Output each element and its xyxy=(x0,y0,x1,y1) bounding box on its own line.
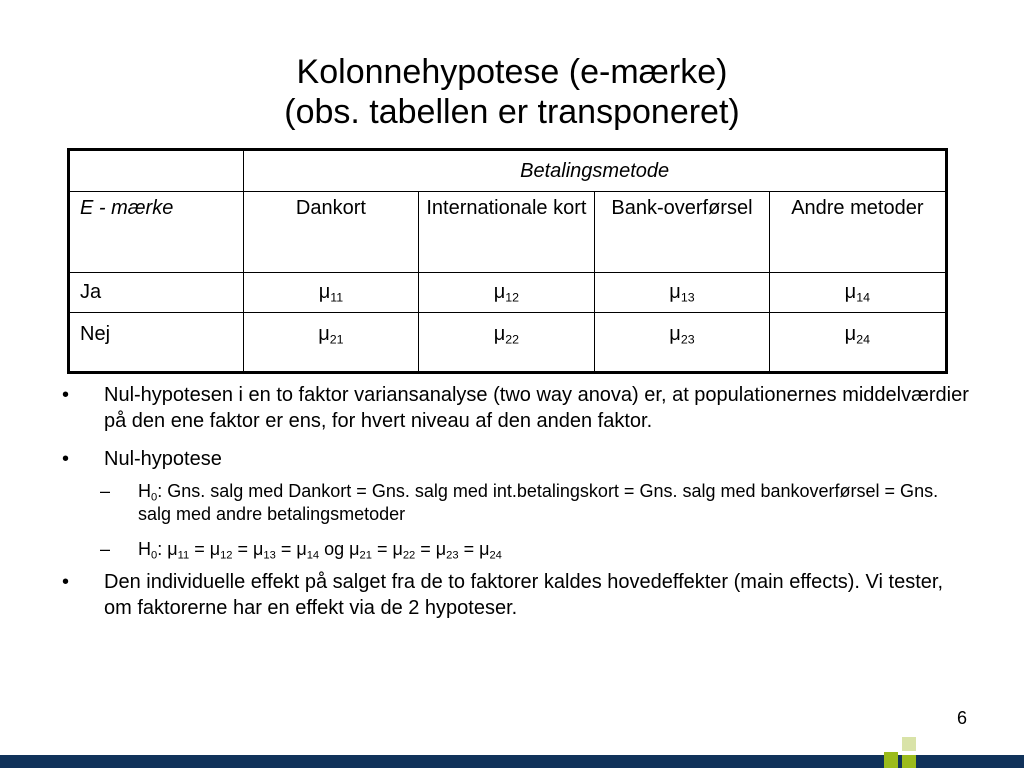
page-number: 6 xyxy=(956,708,967,728)
bullet-item xyxy=(62,382,972,434)
mean-cell: $\mu_{11}$ xyxy=(244,273,418,313)
slide-title-line1: Kolonnehypotese (e-mærke) xyxy=(296,53,728,91)
table-row xyxy=(69,313,947,373)
mean-cell: $\mu_{13}$ xyxy=(595,273,769,313)
mean-cell: $\mu_{14}$ xyxy=(769,273,946,313)
column-header-cell: Internationale kort xyxy=(418,192,595,273)
empty-corner-cell xyxy=(69,150,244,192)
bullet-list xyxy=(62,382,972,621)
column-header-cell: Dankort xyxy=(244,192,418,273)
slide-title xyxy=(0,52,1024,132)
bullet-marker: • xyxy=(62,384,70,406)
bullet-text: Nul-hypotese xyxy=(104,448,222,470)
sub-bullet-marker: – xyxy=(100,481,111,501)
mean-cell: $\mu_{22}$ xyxy=(418,313,595,373)
table-row xyxy=(69,192,947,273)
column-header-cell: Bank-overførsel xyxy=(595,192,769,273)
sub-bullet-text: : Gns. salg med Dankort = Gns. salg med int.betalingskort = Gns. salg med bankoverførsel = Gns. salg med andre betalingsmetoder xyxy=(138,481,939,524)
footer-bar xyxy=(0,755,1024,768)
footer-square-green xyxy=(884,752,898,768)
sub-bullet-marker: – xyxy=(100,539,111,559)
mean-cell: $\mu_{23}$ xyxy=(595,313,769,373)
row-header-cell: E - mærke xyxy=(69,192,244,273)
group-header-cell: Betalingsmetode xyxy=(244,150,947,192)
row-label-cell: Nej xyxy=(69,313,244,373)
sub-bullet-item: – $H_0$: $\mu_{11} = \mu_{12} = \mu_{13} = \mu_{14}$ og $\mu_{21} = \mu_{22} = \mu_{23} = \mu_{24}$ xyxy=(100,539,502,562)
footer-square-green-small xyxy=(902,755,916,768)
table-row xyxy=(69,273,947,313)
bullet-item xyxy=(62,569,972,621)
sub-bullet-item: – $H_0$: Gns. salg med Dankort = Gns. salg med int.betalingskort = Gns. salg med bankoverførsel = Gns. salg med andre betalingsmetoder xyxy=(100,481,939,524)
footer-square-light xyxy=(902,737,916,751)
row-label-cell: Ja xyxy=(69,273,244,313)
table-row xyxy=(69,150,947,192)
bullet-marker: • xyxy=(62,571,70,593)
hypothesis-table xyxy=(67,148,948,374)
mean-cell: $\mu_{24}$ xyxy=(769,313,946,373)
mean-cell: $\mu_{12}$ xyxy=(418,273,595,313)
bullet-text: Den individuelle effekt på salget fra de to faktorer kaldes hovedeffekter (main effects). Vi tester, om faktorerne har en effekt via de 2 hypoteser. xyxy=(104,571,943,619)
bullet-item xyxy=(62,446,972,472)
bullet-marker: • xyxy=(62,448,70,470)
mean-cell: $\mu_{21}$ xyxy=(244,313,418,373)
bullet-text: Nul-hypotesen i en to faktor variansanalyse (two way anova) er, at populationernes middelværdier på den ene faktor er ens, for hvert niveau af den anden faktor. xyxy=(104,384,969,432)
slide-title-line2: (obs. tabellen er transponeret) xyxy=(284,93,740,131)
column-header-cell: Andre metoder xyxy=(769,192,946,273)
